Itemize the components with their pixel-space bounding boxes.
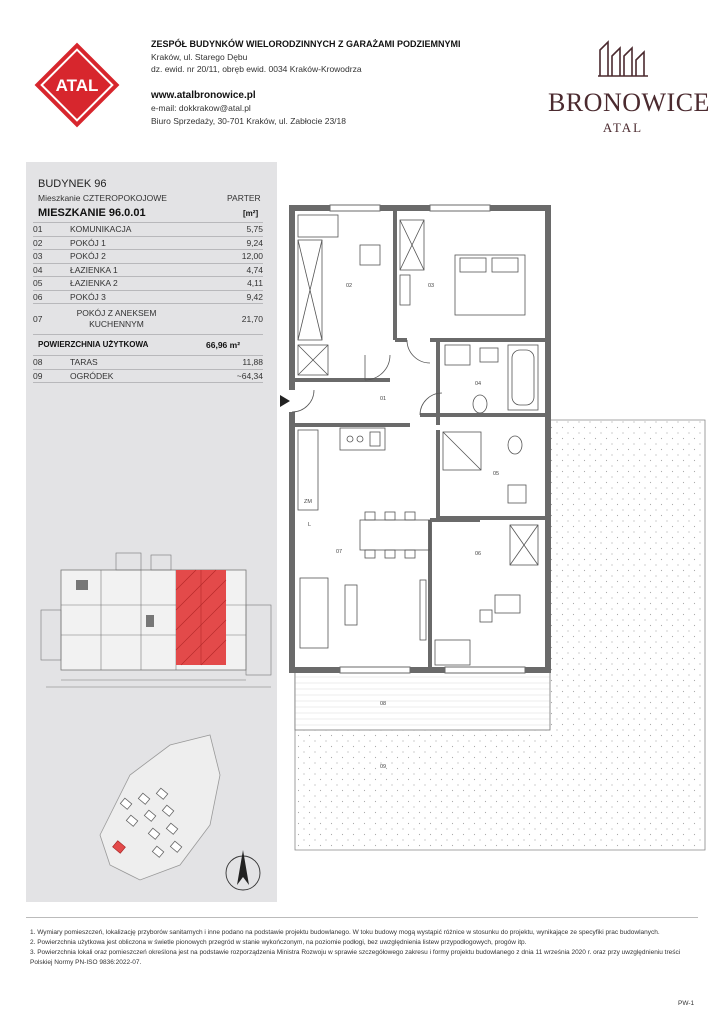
- utility-label-zm: ZM: [304, 499, 312, 505]
- header-info: [151, 38, 551, 127]
- atal-logo: [30, 38, 124, 132]
- utility-label-l: L: [308, 522, 312, 528]
- apartment-id: MIESZKANIE 96.0.01: [38, 207, 146, 219]
- parcel-line: dz. ewid. nr 20/11, obręb ewid. 0034 Kraków-Krowodrza: [151, 64, 362, 74]
- table-row: 07 POKÓJ Z ANEKSEM KUCHENNYM 21,70: [33, 303, 263, 334]
- room-label-03: 03: [428, 283, 435, 289]
- building-title: BUDYNEK 96: [38, 178, 107, 190]
- room-label-08: 08: [380, 701, 387, 707]
- floor-plan: [280, 200, 710, 865]
- area-unit: [m²]: [243, 209, 259, 218]
- note-2: 2. Powierzchnia użytkowa jest obliczona w świetle pionowych przegród w stanie wykończonym, na poziomie podłogi, bez uwzględnienia listew przypodłogowych, progów itp.: [30, 939, 527, 946]
- note-1: 1. Wymiary pomieszczeń, lokalizację przyborów sanitarnych i inne podano na podstawie projektu budowlanego. W toku budowy mogą wystąpić różnice w stosunku do projektu, wynikające ze specyfiki prac budowlanych.: [30, 929, 660, 936]
- room-label-05: 05: [493, 471, 500, 477]
- notes: [30, 928, 700, 968]
- room-label-07: 07: [336, 549, 343, 555]
- page-code: PW-1: [678, 1000, 695, 1007]
- table-row: 01 KOMUNIKACJA 5,75: [33, 222, 263, 236]
- table-row: 02 POKÓJ 1 9,24: [33, 236, 263, 250]
- table-row: 05 ŁAZIENKA 2 4,11: [33, 276, 263, 290]
- room-label-04: 04: [475, 381, 482, 387]
- table-row: 06 POKÓJ 3 9,42: [33, 290, 263, 304]
- usable-area-label: POWIERZCHNIA UŻYTKOWA: [38, 340, 149, 349]
- brand-sub: ATAL: [602, 120, 644, 135]
- table-row: 04 ŁAZIENKA 1 4,74: [33, 263, 263, 277]
- room-label-09: 09: [380, 764, 387, 770]
- site-plan: [60, 715, 270, 905]
- note-3: 3. Powierzchnia lokali oraz pomieszczeń określona jest na podstawie rozporządzenia Ministra Rozwoju w sprawie szczegółowego zakresu i formy projektu budowlanego z dnia 11 września 2020 r. oraz przy uwzględnieniu treści Polskiej Normy PN-ISO 9836:2022-07.: [30, 949, 681, 966]
- brand-name: BRONOWICE: [548, 88, 710, 117]
- extras-table: [33, 355, 263, 383]
- table-row: 09 OGRÓDEK ~64,34: [33, 369, 263, 383]
- website-link[interactable]: www.atalbronowice.pl: [151, 89, 256, 101]
- address-line: Kraków, ul. Starego Dębu: [151, 51, 248, 62]
- apartment-type: Mieszkanie CZTEROPOKOJOWE: [38, 193, 167, 203]
- usable-area-value: 66,96 m²: [206, 340, 241, 350]
- email-line[interactable]: e-mail: dokkrakow@atal.pl: [151, 103, 251, 113]
- floor-label: PARTER: [227, 193, 261, 203]
- entrance-arrow-icon: [280, 395, 290, 407]
- key-plan: [36, 545, 276, 700]
- divider: [26, 917, 698, 918]
- table-row: 08 TARAS 11,88: [33, 355, 263, 369]
- table-row: 03 POKÓJ 2 12,00: [33, 249, 263, 263]
- project-title: ZESPÓŁ BUDYNKÓW WIELORODZINNYCH Z GARAŻAMI PODZIEMNYMI: [151, 39, 461, 49]
- room-label-02: 02: [346, 283, 353, 289]
- room-label-06: 06: [475, 551, 482, 557]
- logo-text: ATAL: [55, 76, 99, 95]
- room-label-01: 01: [380, 396, 387, 402]
- sales-office-line: Biuro Sprzedaży, 30-701 Kraków, ul. Zabłocie 23/18: [151, 115, 346, 126]
- north-arrow-icon: [226, 850, 260, 890]
- terrace-area: [295, 670, 550, 730]
- room-table: [33, 222, 263, 335]
